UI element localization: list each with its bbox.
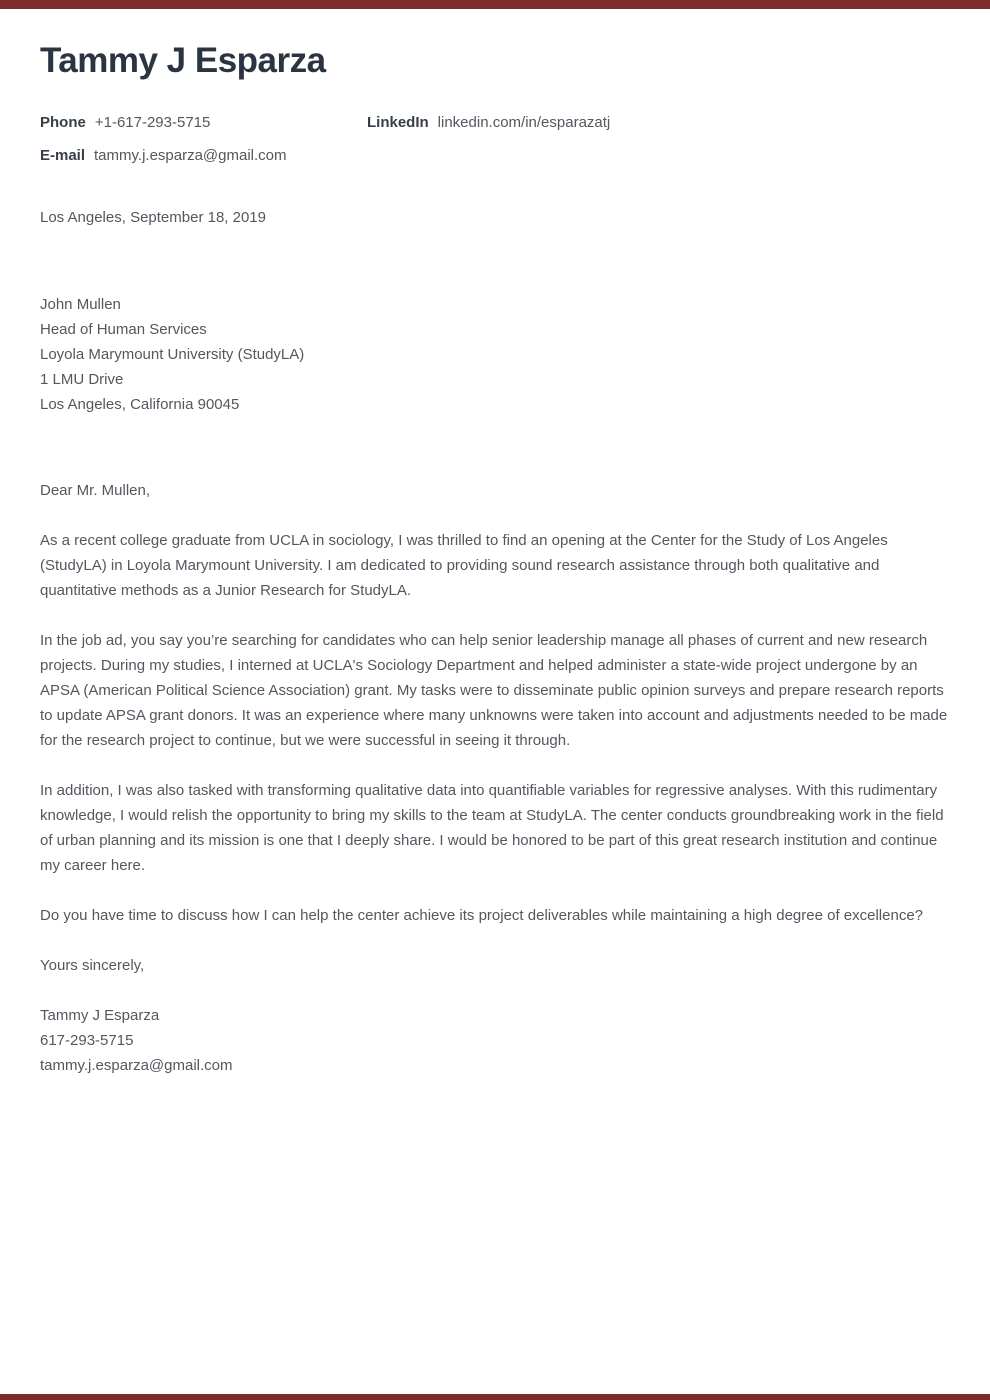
letter-content xyxy=(0,42,990,1078)
bottom-accent-bar xyxy=(0,1394,990,1400)
date-location-line: Los Angeles, September 18, 2019 xyxy=(40,209,266,226)
closing-line: Yours sincerely, xyxy=(40,957,145,974)
linkedin-value: linkedin.com/in/esparazatj xyxy=(437,114,611,131)
salutation: Dear Mr. Mullen, xyxy=(40,482,151,499)
recipient-name: John Mullen xyxy=(40,296,121,313)
linkedin-label: LinkedIn xyxy=(367,114,429,131)
top-accent-bar xyxy=(0,0,990,9)
signature-block xyxy=(40,1003,950,1078)
paragraph-4: Do you have time to discuss how I can help the center achieve its project deliverables while maintaining a high degree of excellence? xyxy=(40,907,924,924)
signature-phone: 617-293-5715 xyxy=(40,1032,134,1049)
recipient-block xyxy=(40,292,950,417)
contact-info xyxy=(40,114,950,165)
paragraph-3: In addition, I was also tasked with transforming qualitative data into quantifiable variables for regressive analyses. With this rudimentary knowledge, I would relish the opportunity to bring my skills to the team at StudyLA. The center conducts groundbreaking work in the field of urban planning and its mission is one that I deeply share. I would be honored to be part of this great research institution and continue my career here. xyxy=(40,782,944,874)
recipient-title: Head of Human Services xyxy=(40,321,207,338)
contact-email xyxy=(40,147,367,165)
applicant-name: Tammy J Esparza xyxy=(40,41,326,80)
contact-phone xyxy=(40,114,367,132)
signature-name: Tammy J Esparza xyxy=(40,1007,160,1024)
contact-linkedin xyxy=(367,114,950,132)
paragraph-1: As a recent college graduate from UCLA in sociology, I was thrilled to find an opening at the Center for the Study of Los Angeles (StudyLA) in Loyola Marymount University. I am dedicated to providing sound research assistance through both qualitative and quantitative methods as a Junior Research for StudyLA. xyxy=(40,532,888,599)
phone-label: Phone xyxy=(40,114,86,131)
recipient-city: Los Angeles, California 90045 xyxy=(40,396,240,413)
recipient-organization: Loyola Marymount University (StudyLA) xyxy=(40,346,305,363)
phone-value: +1-617-293-5715 xyxy=(94,114,211,131)
recipient-street: 1 LMU Drive xyxy=(40,371,124,388)
email-value: tammy.j.esparza@gmail.com xyxy=(94,147,287,164)
email-label: E-mail xyxy=(40,147,86,164)
paragraph-2: In the job ad, you say you’re searching for candidates who can help senior leadership manage all phases of current and new research projects. During my studies, I interned at UCLA's Sociology Department and helped administer a state-wide project undergone by an APSA (American Political Science Association) grant. My tasks were to disseminate public opinion surveys and prepare research reports to update APSA grant donors. It was an experience where many unknowns were taken into account and adjustments needed to be made for the research project to continue, but we were successful in seeing it through. xyxy=(40,632,948,749)
signature-email: tammy.j.esparza@gmail.com xyxy=(40,1057,233,1074)
